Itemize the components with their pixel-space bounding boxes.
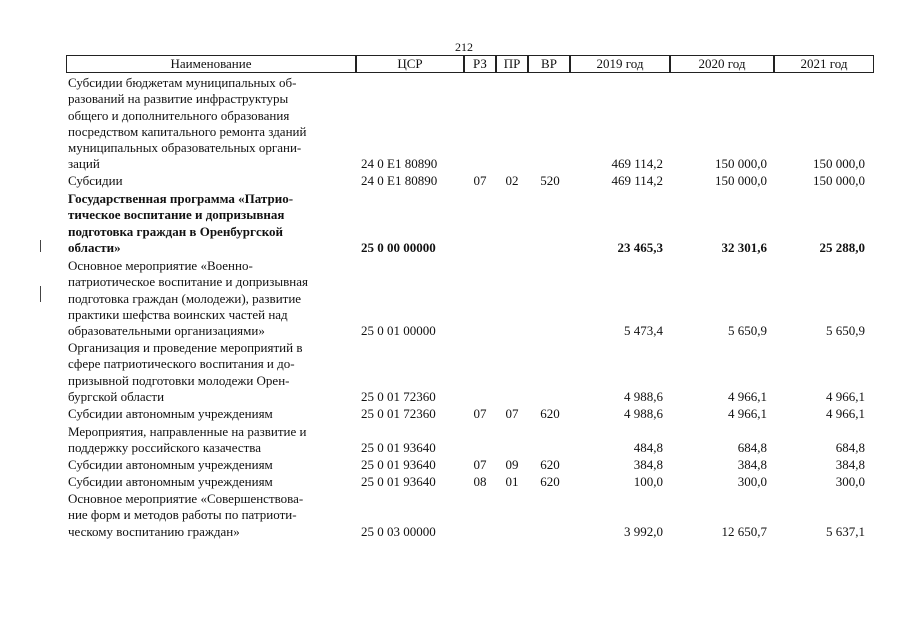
row-name: Субсидии бюджетам муниципальных об- разований на развитие инфраструктуры общего и дополнительного образования посредством капитального ремонта зданий муниципальных образовательных органи- заций bbox=[68, 75, 307, 172]
page-number: 212 bbox=[455, 40, 473, 54]
row-csr: 25 0 01 93640 bbox=[361, 457, 436, 472]
row-2020: 150 000,0 bbox=[715, 173, 767, 188]
row-2019: 3 992,0 bbox=[624, 524, 663, 539]
row-2021: 4 966,1 bbox=[826, 389, 865, 404]
row-2021: 150 000,0 bbox=[813, 173, 865, 188]
row-name: Субсидии автономным учреждениям bbox=[68, 406, 273, 421]
header-name: Наименование bbox=[66, 55, 356, 73]
row-2019: 4 988,6 bbox=[624, 389, 663, 404]
row-2019: 23 465,3 bbox=[617, 240, 663, 255]
row-name: Организация и проведение мероприятий в сфере патриотического воспитания и до- призывной подготовки молодежи Орен- бургской области bbox=[68, 340, 303, 404]
row-pr: 07 bbox=[505, 406, 519, 421]
row-2020: 300,0 bbox=[737, 474, 767, 489]
row-2021: 684,8 bbox=[835, 440, 865, 455]
row-name: Субсидии bbox=[68, 173, 123, 188]
header-vr: ВР bbox=[528, 55, 570, 73]
row-vr: 620 bbox=[540, 406, 560, 421]
row-2021: 5 637,1 bbox=[826, 524, 865, 539]
row-rz: 07 bbox=[473, 406, 487, 421]
row-2020: 12 650,7 bbox=[721, 524, 767, 539]
row-2020: 4 966,1 bbox=[728, 406, 767, 421]
row-2020: 32 301,6 bbox=[721, 240, 767, 255]
row-csr: 25 0 00 00000 bbox=[361, 240, 436, 255]
row-2019: 384,8 bbox=[633, 457, 663, 472]
row-rz: 08 bbox=[473, 474, 487, 489]
header-pr: ПР bbox=[496, 55, 528, 73]
row-csr: 25 0 01 93640 bbox=[361, 440, 436, 455]
row-2019: 484,8 bbox=[633, 440, 663, 455]
row-2020: 684,8 bbox=[737, 440, 767, 455]
row-csr: 25 0 01 93640 bbox=[361, 474, 436, 489]
row-rz: 07 bbox=[473, 173, 487, 188]
header-2020: 2020 год bbox=[670, 55, 774, 73]
row-2021: 25 288,0 bbox=[819, 240, 865, 255]
row-2019: 4 988,6 bbox=[624, 406, 663, 421]
row-csr: 25 0 01 00000 bbox=[361, 323, 436, 338]
margin-mark bbox=[40, 240, 41, 252]
row-2019: 469 114,2 bbox=[611, 173, 663, 188]
row-name: Субсидии автономным учреждениям bbox=[68, 474, 273, 489]
row-2019: 5 473,4 bbox=[624, 323, 663, 338]
row-csr: 25 0 03 00000 bbox=[361, 524, 436, 539]
row-name: Мероприятия, направленные на развитие и поддержку российского казачества bbox=[68, 424, 307, 456]
row-2021: 5 650,9 bbox=[826, 323, 865, 338]
margin-mark bbox=[40, 286, 41, 302]
row-2021: 300,0 bbox=[835, 474, 865, 489]
row-rz: 07 bbox=[473, 457, 487, 472]
row-2021: 384,8 bbox=[835, 457, 865, 472]
row-name: Основное мероприятие «Военно- патриотическое воспитание и допризывная подготовка граждан (молодежи), развитие практики шефства воинских частей над образовательными организациями» bbox=[68, 258, 308, 338]
row-csr: 24 0 E1 80890 bbox=[361, 173, 438, 188]
row-name: Основное мероприятие «Совершенствова- ние форм и методов работы по патриоти- ческому воспитанию граждан» bbox=[68, 491, 304, 539]
row-2019: 469 114,2 bbox=[611, 156, 663, 171]
row-csr: 25 0 01 72360 bbox=[361, 406, 436, 421]
row-2020: 5 650,9 bbox=[728, 323, 767, 338]
row-2021: 4 966,1 bbox=[826, 406, 865, 421]
row-pr: 01 bbox=[505, 474, 519, 489]
row-csr: 24 0 E1 80890 bbox=[361, 156, 438, 171]
header-2021: 2021 год bbox=[774, 55, 874, 73]
row-2021: 150 000,0 bbox=[813, 156, 865, 171]
row-vr: 520 bbox=[540, 173, 560, 188]
row-vr: 620 bbox=[540, 474, 560, 489]
row-2020: 4 966,1 bbox=[728, 389, 767, 404]
header-2019: 2019 год bbox=[570, 55, 670, 73]
row-pr: 02 bbox=[505, 173, 519, 188]
row-vr: 620 bbox=[540, 457, 560, 472]
header-csr: ЦСР bbox=[356, 55, 464, 73]
row-2019: 100,0 bbox=[633, 474, 663, 489]
row-name: Государственная программа «Патрио- тическое воспитание и допризывная подготовка граждан в Оренбургской области» bbox=[68, 191, 294, 255]
row-name: Субсидии автономным учреждениям bbox=[68, 457, 273, 472]
row-2020: 384,8 bbox=[737, 457, 767, 472]
row-csr: 25 0 01 72360 bbox=[361, 389, 436, 404]
header-rz: РЗ bbox=[464, 55, 496, 73]
row-pr: 09 bbox=[505, 457, 519, 472]
row-2020: 150 000,0 bbox=[715, 156, 767, 171]
